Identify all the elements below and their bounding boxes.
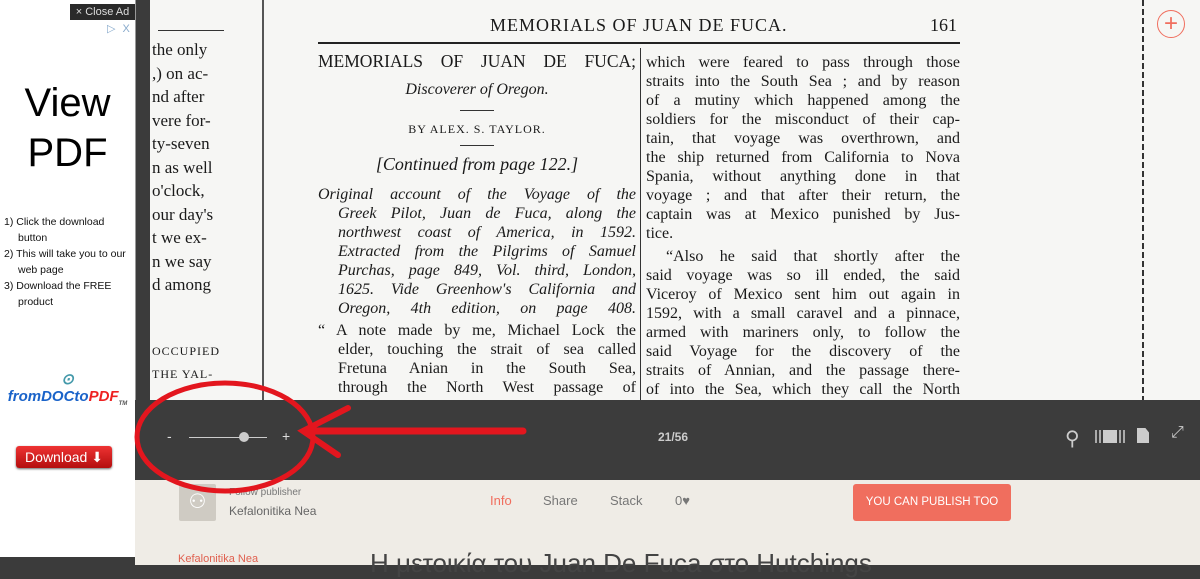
document-title: Η μετοικία του Juan De Fuca στο Hutchings (370, 548, 872, 578)
text-line: d among (152, 275, 212, 294)
text-line: Purchas, page 849, Vol. third, London, (338, 262, 636, 279)
text-line: of a mutiny which happened among the (646, 92, 960, 109)
text-line: the ship returned from California to Nova (646, 149, 960, 166)
download-label: Download (25, 449, 88, 465)
text-line: said Voyage for the discovery of the (646, 343, 960, 360)
text-line: northwest coast of America, in 1592. (338, 224, 636, 241)
text-line: Extracted from the Pilgrims of Samuel (338, 243, 636, 260)
ad-headline-1: View (24, 81, 111, 125)
text-line: captain was at Mexico punished by Jus- (646, 206, 960, 223)
text-line: Oregon, 4th edition, on page 408. (338, 300, 636, 317)
fullscreen-icon[interactable]: ⤢ (1171, 424, 1184, 441)
text-line: Fretuna Anian in the South Sea, (338, 360, 636, 377)
text-line: elder, touching the strait of sea called (338, 341, 636, 358)
text-line: through the North West passage of (338, 379, 636, 396)
article-subtitle: Discoverer of Oregon. (405, 81, 549, 98)
text-line: which were feared to pass through those (646, 54, 960, 71)
text-line: “ A note made by me, Michael Lock the (318, 322, 636, 339)
logo-part: TM (118, 401, 128, 407)
adchoices-icon[interactable]: ▷ X (107, 23, 132, 35)
ad-step: 3) Download the FREE product (4, 280, 112, 308)
text-line: Greek Pilot, Juan de Fuca, along the (338, 205, 636, 222)
text-line: the only (152, 40, 208, 59)
text-line: armed with mariners only, to follow the (646, 324, 960, 341)
ad-step: 1) Click the download button (4, 216, 105, 244)
ad-headline-2: PDF (27, 131, 108, 175)
tab-share[interactable]: Share (543, 493, 578, 508)
like-count: 0 (675, 493, 683, 508)
text-line: THE YAL- (152, 367, 214, 381)
page-indicator: 21/56 (658, 430, 689, 444)
page-number: 161 (930, 15, 957, 35)
text-line: of into the Sea, which they call the North (646, 381, 960, 398)
text-line: t we ex- (152, 228, 207, 247)
publisher-avatar[interactable]: ⚇ (179, 484, 216, 521)
text-line: voyage ; and that after their return, the (646, 187, 960, 204)
zoom-out-button[interactable]: - (167, 428, 172, 444)
text-line: Viceroy of Mexico sent him out again in (646, 286, 960, 303)
text-line: o'clock, (152, 181, 205, 200)
text-line: straits into the South Sea ; and by reason (646, 73, 960, 90)
text-line: n we say (152, 251, 212, 271)
logo-part: PDF (88, 388, 119, 405)
article-title: MEMORIALS OF JUAN DE FUCA; (318, 51, 636, 71)
text-line: “Also he said that shortly after the (666, 248, 960, 265)
text-line: Spania, without anything done in that (646, 168, 960, 185)
annotation-circle (137, 383, 313, 491)
text-line: n as well (152, 157, 213, 177)
tab-stack[interactable]: Stack (610, 493, 643, 508)
text-line: our day's (152, 204, 214, 224)
text-line: 1625. Vide Greenhow's California and (338, 281, 636, 298)
text-line: 1592, with a small caravel and a pinnace, (646, 305, 960, 322)
text-line: said voyage was so ill ended, the said (646, 267, 960, 284)
publisher-name[interactable]: Kefalonitika Nea (229, 504, 317, 518)
running-head: MEMORIALS OF JUAN DE FUCA. (490, 15, 788, 35)
article-byline: BY ALEX. S. TAYLOR. (408, 122, 546, 136)
close-ad-button[interactable]: × Close Ad (70, 4, 135, 20)
follow-publisher-label[interactable]: Follow publisher (229, 487, 302, 498)
zoom-in-button[interactable]: + (282, 428, 291, 444)
ad-step: 2) This will take you to our web page (4, 248, 126, 276)
text-line: Original account of the Voyage of the (318, 186, 636, 203)
fromdoctopdf-logo[interactable]: ⊙ fromDOCtoPDF$_{TM}$ (7, 371, 128, 407)
logo-part: from (7, 388, 42, 405)
text-line: vere for- (152, 110, 211, 130)
text-line: straits of Annian, and the passage there- (646, 362, 960, 379)
search-icon[interactable]: ⚲ (1065, 428, 1080, 450)
publish-button[interactable]: YOU CAN PUBLISH TOO (853, 484, 1011, 521)
continued-note: [Continued from page 122.] (375, 154, 579, 174)
text-line: ,) on ac- (152, 63, 209, 83)
text-line: tice. (646, 225, 674, 242)
text-line: nd after (152, 87, 205, 106)
add-to-stack-icon[interactable]: + (1157, 10, 1185, 38)
text-line: tain, that voyage was overthrown, and (646, 130, 960, 147)
text-line: soldiers for the misconduct of their cap- (646, 111, 960, 128)
text-line: OCCUPIED (152, 344, 221, 358)
download-arrow-icon: ⬇ (91, 449, 103, 465)
tab-info[interactable]: Info (490, 493, 512, 508)
text-line: ty-seven (152, 134, 210, 153)
logo-part: DOC (41, 388, 75, 405)
heart-icon: ♥ (682, 493, 690, 508)
breadcrumb-publisher[interactable]: Kefalonitika Nea (178, 553, 259, 565)
logo-part: to (74, 388, 89, 405)
